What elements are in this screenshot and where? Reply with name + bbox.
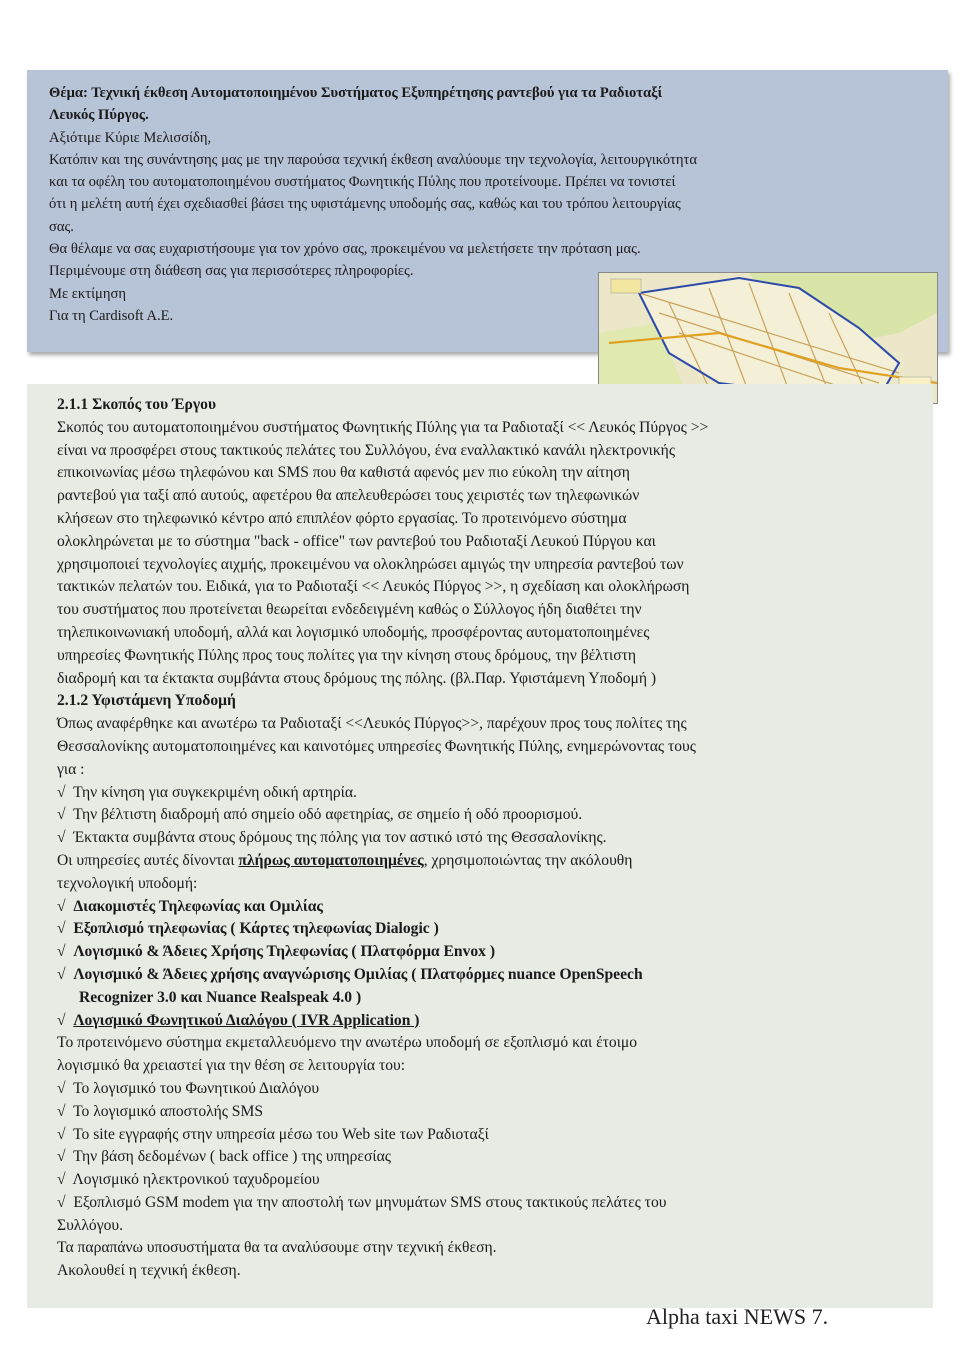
list-item: √ Την βέλτιστη διαδρομή από σημείο οδό αφετηρίας, σε σημείο ή οδό προορισμού.	[57, 806, 583, 824]
text-line: Το προτεινόμενο σύστημα εκμεταλλευόμενο την ανωτέρω υποδομή σε εξοπλισμό και έτοιμο	[57, 1034, 638, 1052]
text-line: ολοκληρώνεται με το σύστημα "back - office" των ραντεβού του Ραδιοταξί Λευκού Πύργου και	[57, 532, 656, 550]
check-icon: √	[57, 897, 66, 915]
check-icon: √	[57, 1125, 66, 1143]
text-line: ραντεβού για ταξί από αυτούς, αφετέρου θα απελευθερώσει τους χειριστές των τηλεφωνικών	[57, 487, 640, 505]
text-line: χρησιμοποιεί τεχνολογίες αιχμής, προκειμένου να ολοκληρώσει αμιγώς την υπηρεσία ραντεβού των	[57, 555, 684, 573]
letter-text: Κατόπιν και της συνάντησης μας με την παρούσα τεχνική έκθεση αναλύουμε την τεχνολογία, λειτουργικότητα	[49, 151, 698, 168]
check-icon: √	[57, 943, 66, 961]
text-line: Θεσσαλονίκης αυτοματοποιημένες και καινοτόμες υπηρεσίες Φωνητικής Πύλης, ενημερώνοντας τους	[57, 737, 696, 755]
letter-text: ότι η μελέτη αυτή έχει σχεδιασθεί βάσει της υφιστάμενης υποδομής σας, καθώς και του τρόπου λειτουργίας	[49, 196, 681, 213]
check-icon: √	[57, 1079, 66, 1097]
list-item: √ Διακομιστές Τηλεφωνίας και Ομιλίας	[57, 897, 323, 915]
greeting: Αξιότιμε Κύριε Μελισσίδη,	[49, 129, 212, 146]
list-item: √ Λογισμικό Φωνητικού Διαλόγου ( IVR Application )	[57, 1011, 420, 1029]
text-line: για :	[57, 760, 85, 778]
letter-text: Περιμένουμε στη διάθεση σας για περισσότερες πληροφορίες.	[49, 263, 414, 280]
text-line: του συστήματος που προτείνεται θεωρείται ενδεδειγμένη καθώς ο Σύλλογος ήδη διαθέτει την	[57, 601, 642, 619]
check-icon: √	[57, 1171, 66, 1189]
section-heading: 2.1.1 Σκοπός του Έργου	[57, 396, 217, 413]
text-line: Σκοπός του αυτοματοποιημένου συστήματος Φωνητικής Πύλης για τα Ραδιοταξί << Λευκός Πύργος >>	[57, 418, 709, 436]
letter-text: και τα οφέλη του αυτοματοποιημένου συστήματος Φωνητικής Πύλης που προτείνουμε. Πρέπει να τονιστεί	[49, 174, 676, 191]
text-line: υπηρεσίες Φωνητικής Πύλης προς τους πολίτες για την κίνηση στους δρόμους, την βέλτιστη	[57, 646, 637, 664]
text-line: Τα παραπάνω υποσυστήματα θα τα αναλύσουμε στην τεχνική έκθεση.	[57, 1239, 497, 1257]
text-line: Συλλόγου.	[57, 1216, 124, 1234]
list-item: √ Το λογισμικό του Φωνητικού Διαλόγου	[57, 1079, 320, 1097]
list-item: √ Λογισμικό ηλεκτρονικού ταχυδρομείου	[57, 1171, 320, 1189]
text-line: είναι να προσφέρει στους τακτικούς πελάτες του Συλλόγου, ένα εναλλακτικό κανάλι ηλεκτρονικής	[57, 441, 676, 459]
text-line: επικοινωνίας μέσω τηλεφώνου και SMS που θα καθιστά αφενός μεν πιο εύκολη την αίτηση	[57, 464, 630, 482]
technical-section-box	[27, 384, 933, 1308]
list-item: √ Εξοπλισμό GSM modem για την αποστολή των μηνυμάτων SMS στους τακτικούς πελάτες του	[57, 1193, 667, 1211]
check-icon: √	[57, 806, 66, 824]
check-icon: √	[57, 829, 66, 847]
check-icon: √	[57, 965, 66, 983]
list-item: √ Έκτακτα συμβάντα στους δρόμους της πόλης για τον αστικό ιστό της Θεσσαλονίκης.	[57, 829, 607, 847]
text-line: τεχνολογική υποδομή:	[57, 874, 198, 892]
text-line: τακτικών πελατών του. Ειδικά, για το Ραδιοταξί << Λευκός Πύργος >>, η σχεδίαση και ολοκλήρωση	[57, 578, 690, 596]
check-icon: √	[57, 783, 66, 801]
list-item: √ Την βάση δεδομένων ( back office ) της υπηρεσίας	[57, 1148, 391, 1166]
letter-text: Θα θέλαμε να σας ευχαριστήσουμε για τον χρόνο σας, προκειμένου να μελετήσετε την πρόταση μας.	[49, 241, 641, 258]
text-line: κλήσεων στο τηλεφωνικό κέντρο από επιπλέον φόρτο εργασίας. Το προτεινόμενο σύστημα	[57, 509, 627, 527]
check-icon: √	[57, 1148, 66, 1166]
text-line: Όπως αναφέρθηκε και ανωτέρω τα Ραδιοταξί <<Λευκός Πύργος>>, παρέχουν προς τους πολίτες της	[57, 715, 687, 733]
list-item: √ Το site εγγραφής στην υπηρεσία μέσω του Web site των Ραδιοταξί	[57, 1125, 489, 1143]
list-item: √ Εξοπλισμό τηλεφωνίας ( Κάρτες τηλεφωνίας Dialogic )	[57, 920, 439, 938]
list-item: √ Λογισμικό & Άδειες χρήσης αναγνώρισης Ομιλίας ( Πλατφόρμες nuance OpenSpeech	[57, 965, 643, 983]
signature: Για τη Cardisoft A.E.	[49, 307, 174, 324]
list-item: √ Το λογισμικό αποστολής SMS	[57, 1102, 264, 1120]
closing: Με εκτίμηση	[49, 285, 126, 302]
page-footer: Alpha taxi NEWS 7.	[646, 1304, 829, 1329]
letter-text: σας.	[49, 218, 74, 235]
check-icon: √	[57, 1011, 66, 1029]
text-line: Ακολουθεί η τεχνική έκθεση.	[57, 1262, 241, 1280]
list-item: √ Λογισμικό & Άδειες Χρήσης Τηλεφωνίας ( Πλατφόρμα Envox )	[57, 943, 496, 961]
purpose-paragraph	[57, 417, 933, 691]
section-heading: 2.1.2 Υφιστάμενη Υποδομή	[57, 692, 236, 710]
check-icon: √	[57, 920, 66, 938]
check-icon: √	[57, 1193, 66, 1211]
text-line: λογισμικό θα χρειαστεί για την θέση σε λειτουργία του:	[57, 1057, 406, 1075]
text-line: Οι υπηρεσίες αυτές δίνονται πλήρως αυτοματοποιημένες, χρησιμοποιώντας την ακόλουθη	[57, 851, 633, 869]
check-icon: √	[57, 1102, 66, 1120]
list-item-continuation: Recognizer 3.0 και Nuance Realspeak 4.0 )	[79, 988, 362, 1006]
text-line: διαδρομή και τα έκτακτα συμβάντα στους δρόμους της πόλης. (βλ.Παρ. Υφιστάμενη Υποδομή )	[57, 669, 657, 687]
list-item: √ Την κίνηση για συγκεκριμένη οδική αρτηρία.	[57, 783, 357, 801]
subject-line: Θέμα: Τεχνική έκθεση Αυτοματοποιημένου Συστήματος Εξυπηρέτησης ραντεβού για τα Ραδιοταξί	[49, 85, 663, 101]
subject-line: Λευκός Πύργος.	[49, 107, 149, 124]
text-line: τηλεπικοινωνιακή υποδομή, αλλά και λογισμικό υποδομής, προσφέροντας αυτοματοποιημένες	[57, 623, 650, 641]
